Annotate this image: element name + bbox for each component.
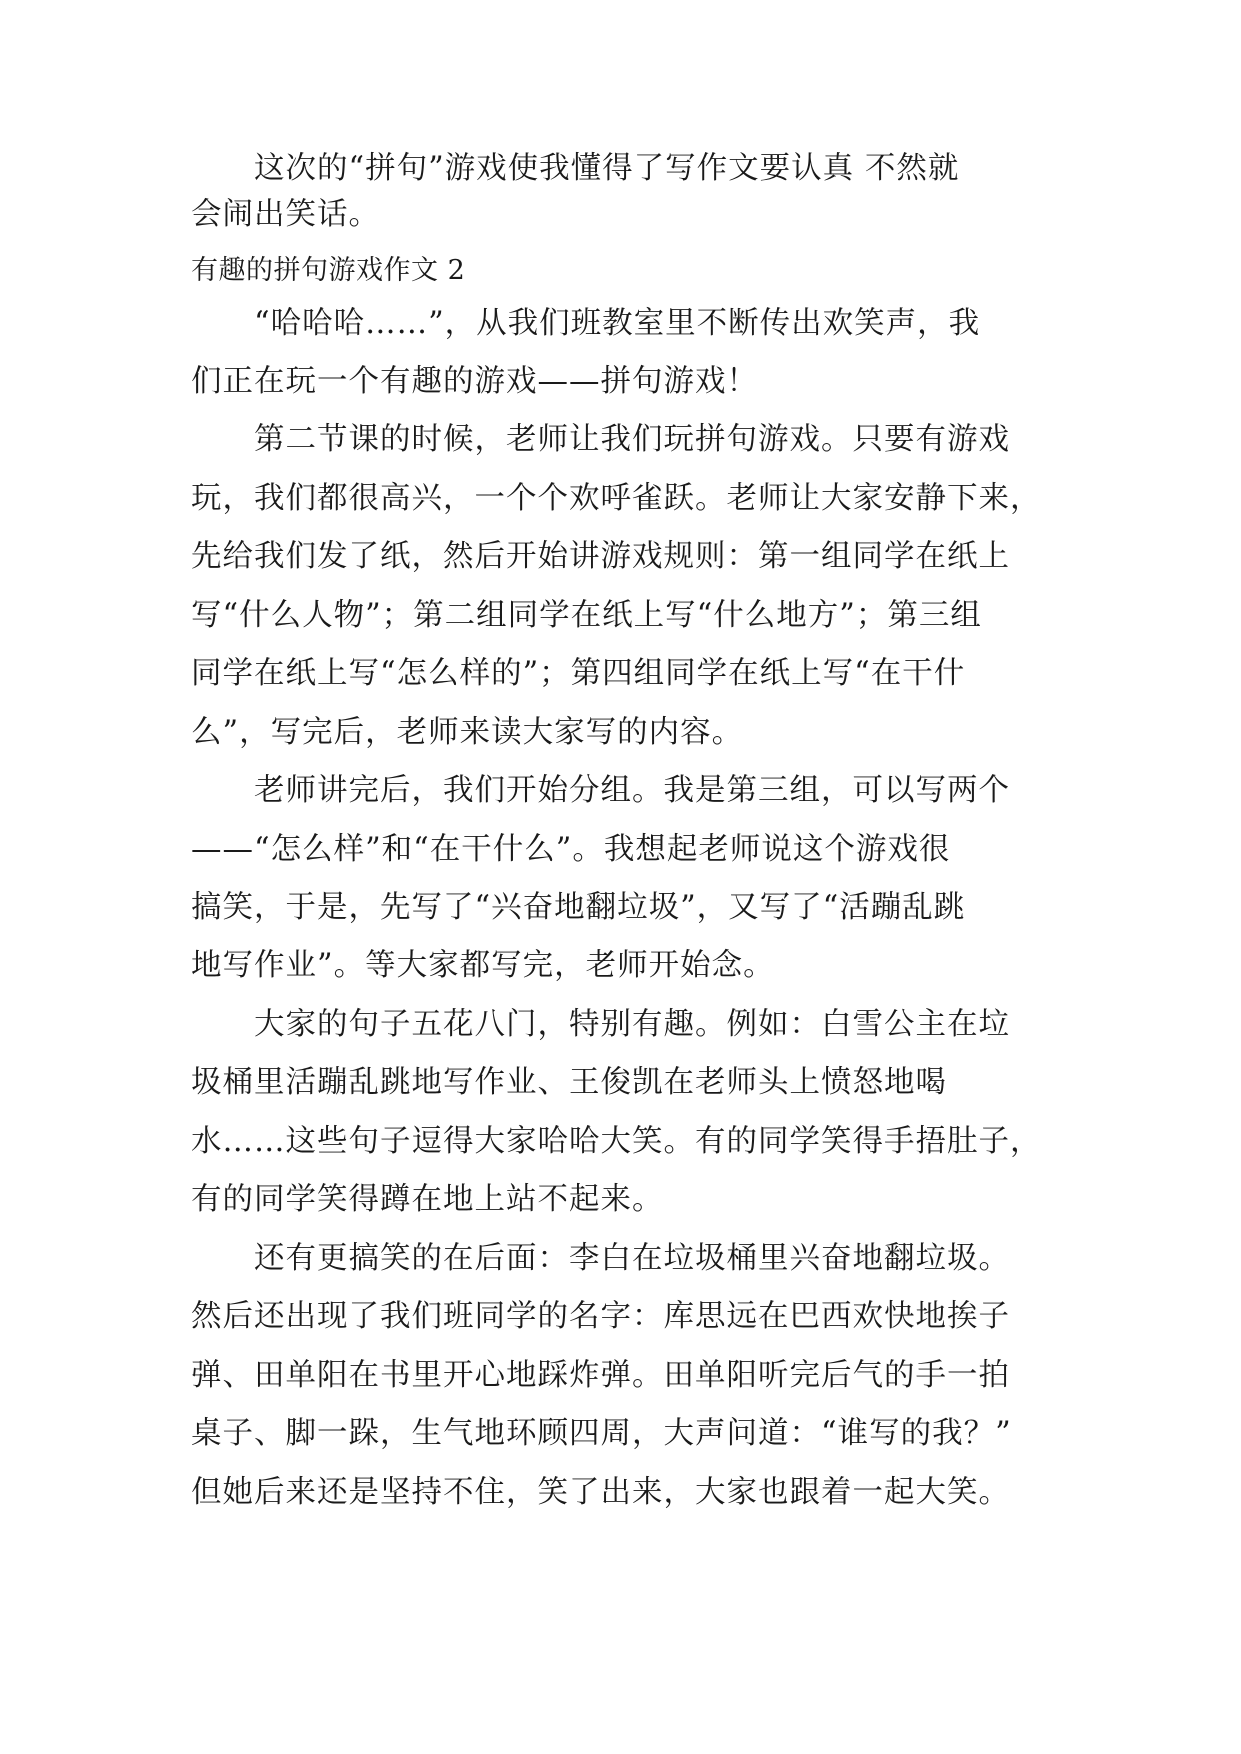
text-line: 但她后来还是坚持不住，笑了出来，大家也跟着一起大笑。 xyxy=(191,1475,1010,1510)
text-line: 桌子、脚一跺，生气地环顾四周，大声问道：“谁写的我？” xyxy=(191,1416,1012,1451)
text-line: 这次的“拼句”游戏使我懂得了写作文要认真 不然就 xyxy=(191,151,960,186)
text-line: 水……这些句子逗得大家哈哈大笑。有的同学笑得手捂肚子， xyxy=(191,1124,1042,1159)
text-line: 老师讲完后，我们开始分组。我是第三组，可以写两个 xyxy=(191,773,1010,808)
text-line: 大家的句子五花八门，特别有趣。例如：白雪公主在垃 xyxy=(191,1007,1010,1042)
text-line: 第二节课的时候，老师让我们玩拼句游戏。只要有游戏 xyxy=(191,422,1010,457)
text-line: 们正在玩一个有趣的游戏——拼句游戏！ xyxy=(191,364,758,399)
text-line: 先给我们发了纸，然后开始讲游戏规则：第一组同学在纸上 xyxy=(191,539,1010,574)
text-line: 弹、田单阳在书里开心地踩炸弹。田单阳听完后气的手一拍 xyxy=(191,1358,1010,1393)
text-line: 圾桶里活蹦乱跳地写作业、王俊凯在老师头上愤怒地喝 xyxy=(191,1065,947,1100)
text-line: 地写作业”。等大家都写完，老师开始念。 xyxy=(191,948,775,983)
text-line: 有的同学笑得蹲在地上站不起来。 xyxy=(191,1182,664,1217)
text-line: 还有更搞笑的在后面：李白在垃圾桶里兴奋地翻垃圾。 xyxy=(191,1241,1010,1276)
text-line: 搞笑，于是，先写了“兴奋地翻垃圾”，又写了“活蹦乱跳 xyxy=(191,890,966,925)
text-line: 写“什么人物”；第二组同学在纸上写“什么地方”；第三组 xyxy=(191,598,982,633)
text-line: 么”，写完后，老师来读大家写的内容。 xyxy=(191,715,744,750)
text-line: ——“怎么样”和“在干什么”。我想起老师说这个游戏很 xyxy=(191,832,951,867)
text-line: 玩，我们都很高兴，一个个欢呼雀跃。老师让大家安静下来， xyxy=(191,481,1042,516)
text-line: “哈哈哈……”，从我们班教室里不断传出欢笑声，我 xyxy=(191,306,981,341)
text-line: 然后还出现了我们班同学的名字：库思远在巴西欢快地挨子 xyxy=(191,1299,1010,1334)
section-heading: 有趣的拼句游戏作文 2 xyxy=(191,255,466,286)
text-line: 会闹出笑话。 xyxy=(191,197,380,232)
text-line: 同学在纸上写“怎么样的”；第四组同学在纸上写“在干什 xyxy=(191,656,966,691)
